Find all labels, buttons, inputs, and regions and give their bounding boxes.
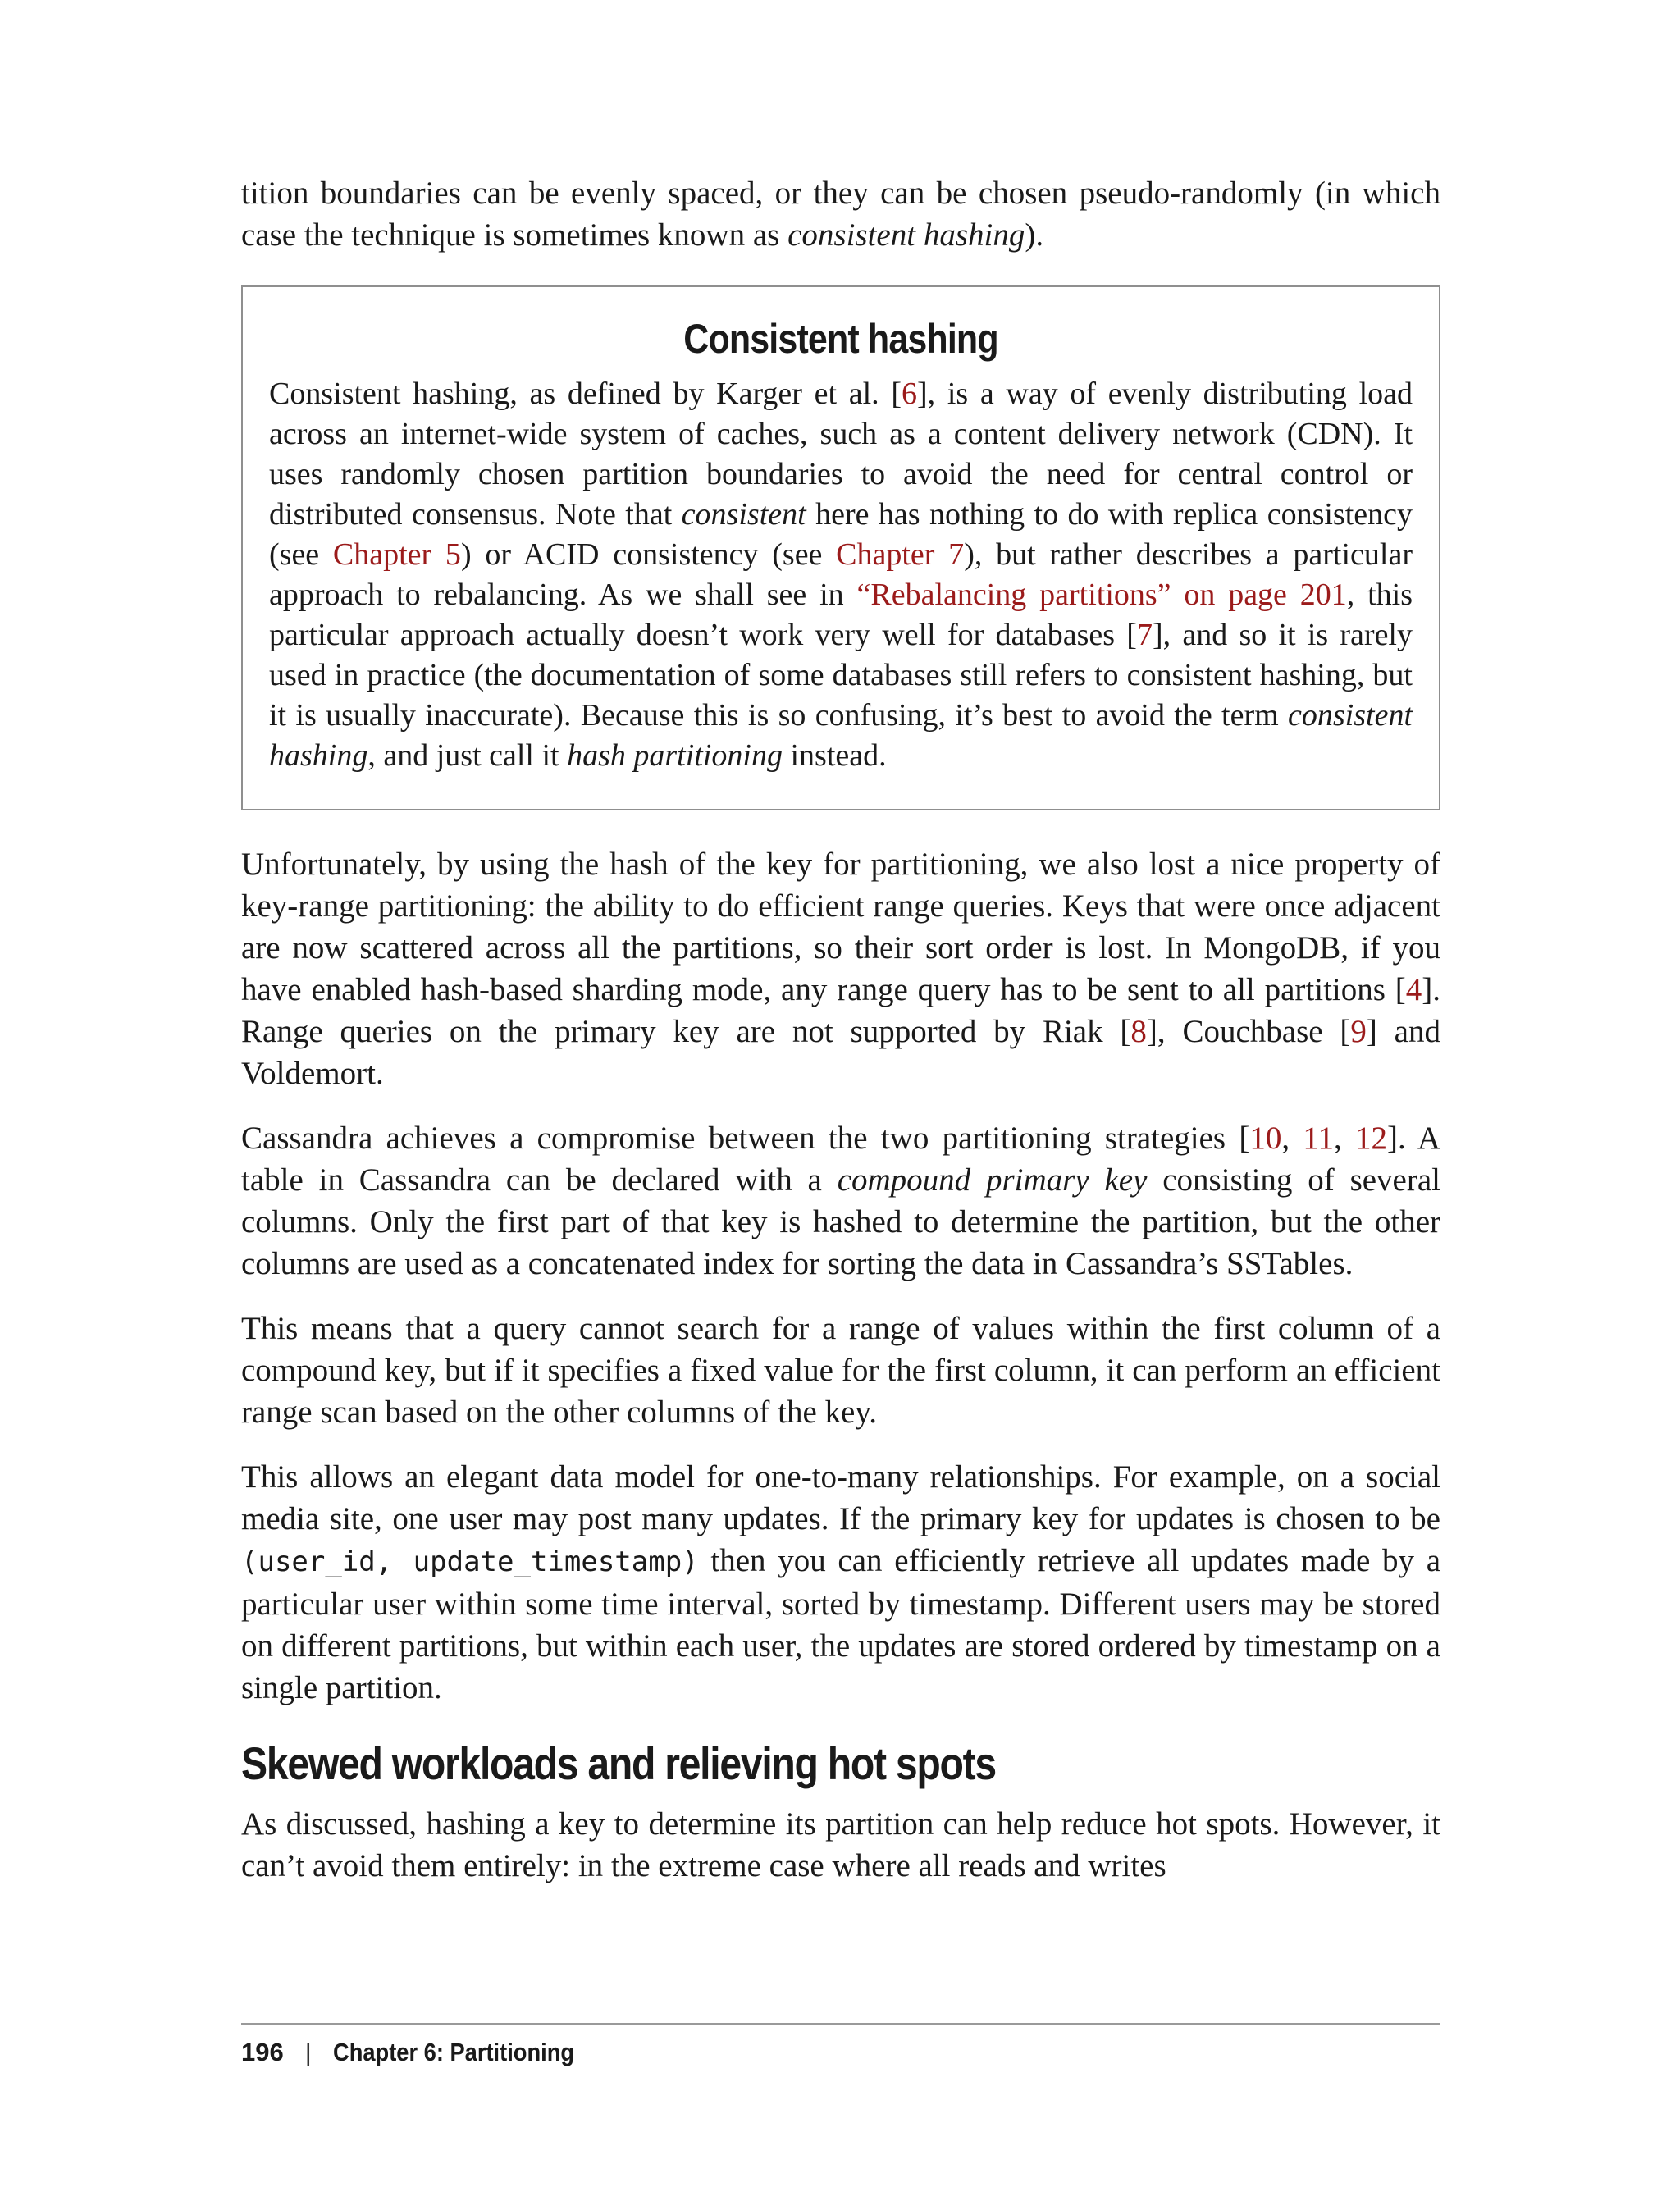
sidebar-paragraph — [269, 374, 1413, 776]
body-text: ] and Voldemort. — [241, 1014, 1440, 1091]
sidebar-text: , and just call it — [368, 738, 568, 773]
page-footer — [241, 2023, 1440, 2067]
intro-emphasis: consistent hashing — [788, 217, 1025, 253]
sidebar-text: here has nothing to do with replica consistency (see — [269, 497, 1413, 572]
citation-link-10[interactable]: 10 — [1249, 1121, 1282, 1156]
body-text: Unfortunately, by using the hash of the key for partitioning, we also lost a nice property of key-range partitioning: the ability to do efficient range queries. Keys that were once adjacent are now scattered across all the partitions, so their sort order is lost. In MongoDB, if you have enabled hash-based sharding mode, any range query has to be sent to all partitions [ — [241, 847, 1440, 1007]
sidebar-text: , this particular approach actually doesn’t work very well for databases [ — [269, 578, 1413, 652]
body-text: , — [1333, 1121, 1355, 1156]
sidebar-text: ), but rather describes a particular approach to rebalancing. As we shall see in — [269, 537, 1413, 612]
citation-link-6[interactable]: 6 — [901, 377, 917, 411]
paragraph-compound-key: This means that a query cannot search for a range of values within the first column of a compound key, but if it specifies a fixed value for the first column, it can perform an efficient range scan based on the other columns of the key. — [241, 1311, 1440, 1430]
section-heading: Skewed workloads and relieving hot spots — [241, 1737, 996, 1789]
sidebar-text: ], is a way of evenly distributing load across an internet-wide system of caches, such as a content delivery network (CDN). It uses randomly chosen partition boundaries to avoid the need for central control or distributed consensus. Note that — [269, 377, 1413, 532]
sidebar-emphasis: consistent — [681, 497, 806, 532]
sidebar-title: Consistent hashing — [683, 316, 998, 362]
paragraph-hot-spots: As discussed, hashing a key to determine its partition can help reduce hot spots. However, it can’t avoid them entirely: in the extreme case where all reads and writes — [241, 1806, 1440, 1883]
intro-text: tition boundaries can be evenly spaced, or they can be chosen pseudo-randomly (in which case the technique is sometimes known as — [241, 176, 1440, 253]
footer-separator: | — [304, 2038, 312, 2066]
paragraph-one-to-many — [241, 1456, 1440, 1709]
chapter-5-link[interactable]: Chapter 5 — [332, 537, 461, 572]
page-content — [241, 172, 1440, 1910]
intro-paragraph — [241, 172, 1440, 256]
sidebar-text: ], and so it is rarely used in practice (the documentation of some databases still refers to consistent hashing, but it is usually inaccurate). Because this is so confusing, it’s best to avoid the term — [269, 618, 1413, 733]
body-text: This allows an elegant data model for one-to-many relationships. For example, on a social media site, one user may post many updates. If the primary key for updates is chosen to be — [241, 1459, 1440, 1536]
chapter-title: Chapter 6: Partitioning — [332, 2038, 574, 2066]
rebalancing-partitions-link[interactable]: “Rebalancing partitions” on page 201 — [856, 578, 1347, 612]
sidebar-text: ) or ACID consistency (see — [460, 537, 837, 572]
body-emphasis: compound primary key — [837, 1162, 1148, 1198]
consistent-hashing-sidebar — [241, 285, 1440, 810]
citation-link-7[interactable]: 7 — [1136, 618, 1153, 652]
sidebar-emphasis: hash partitioning — [567, 738, 783, 773]
body-text: ]. A table in Cassandra can be declared with a — [241, 1121, 1441, 1198]
body-text: then you can efficiently retrieve all updates made by a particular user within some time interval, sorted by timestamp. Different users may be stored on different partitions, but within each user, the updates are stored ordered by timestamp on a single partition. — [241, 1543, 1441, 1705]
body-text: Cassandra achieves a compromise between the two partitioning strategies [ — [241, 1121, 1250, 1156]
citation-link-12[interactable]: 12 — [1355, 1121, 1387, 1156]
intro-text-end: ). — [1025, 217, 1044, 253]
chapter-7-link[interactable]: Chapter 7 — [836, 537, 965, 572]
body-text: , — [1281, 1121, 1303, 1156]
sidebar-text: Consistent hashing, as defined by Karger et al. [ — [269, 377, 902, 411]
body-text: consisting of several columns. Only the first part of that key is hashed to determine the partition, but the other columns are used as a concatenated index for sorting the data in Cassandra’s SSTables. — [241, 1162, 1440, 1281]
sidebar-emphasis: consistent hashing — [269, 698, 1413, 773]
citation-link-8[interactable]: 8 — [1130, 1014, 1147, 1049]
body-text: ], Couchbase [ — [1146, 1014, 1351, 1049]
citation-link-9[interactable]: 9 — [1350, 1014, 1367, 1049]
citation-link-11[interactable]: 11 — [1303, 1121, 1334, 1156]
page-number: 196 — [241, 2038, 284, 2066]
paragraph-range-queries — [241, 843, 1440, 1094]
citation-link-4[interactable]: 4 — [1405, 972, 1422, 1007]
sidebar-text: instead. — [782, 738, 887, 773]
body-text: ]. Range queries on the primary key are not supported by Riak [ — [241, 972, 1440, 1049]
paragraph-cassandra — [241, 1117, 1440, 1285]
inline-code: (user_id, update_timestamp) — [241, 1545, 699, 1578]
